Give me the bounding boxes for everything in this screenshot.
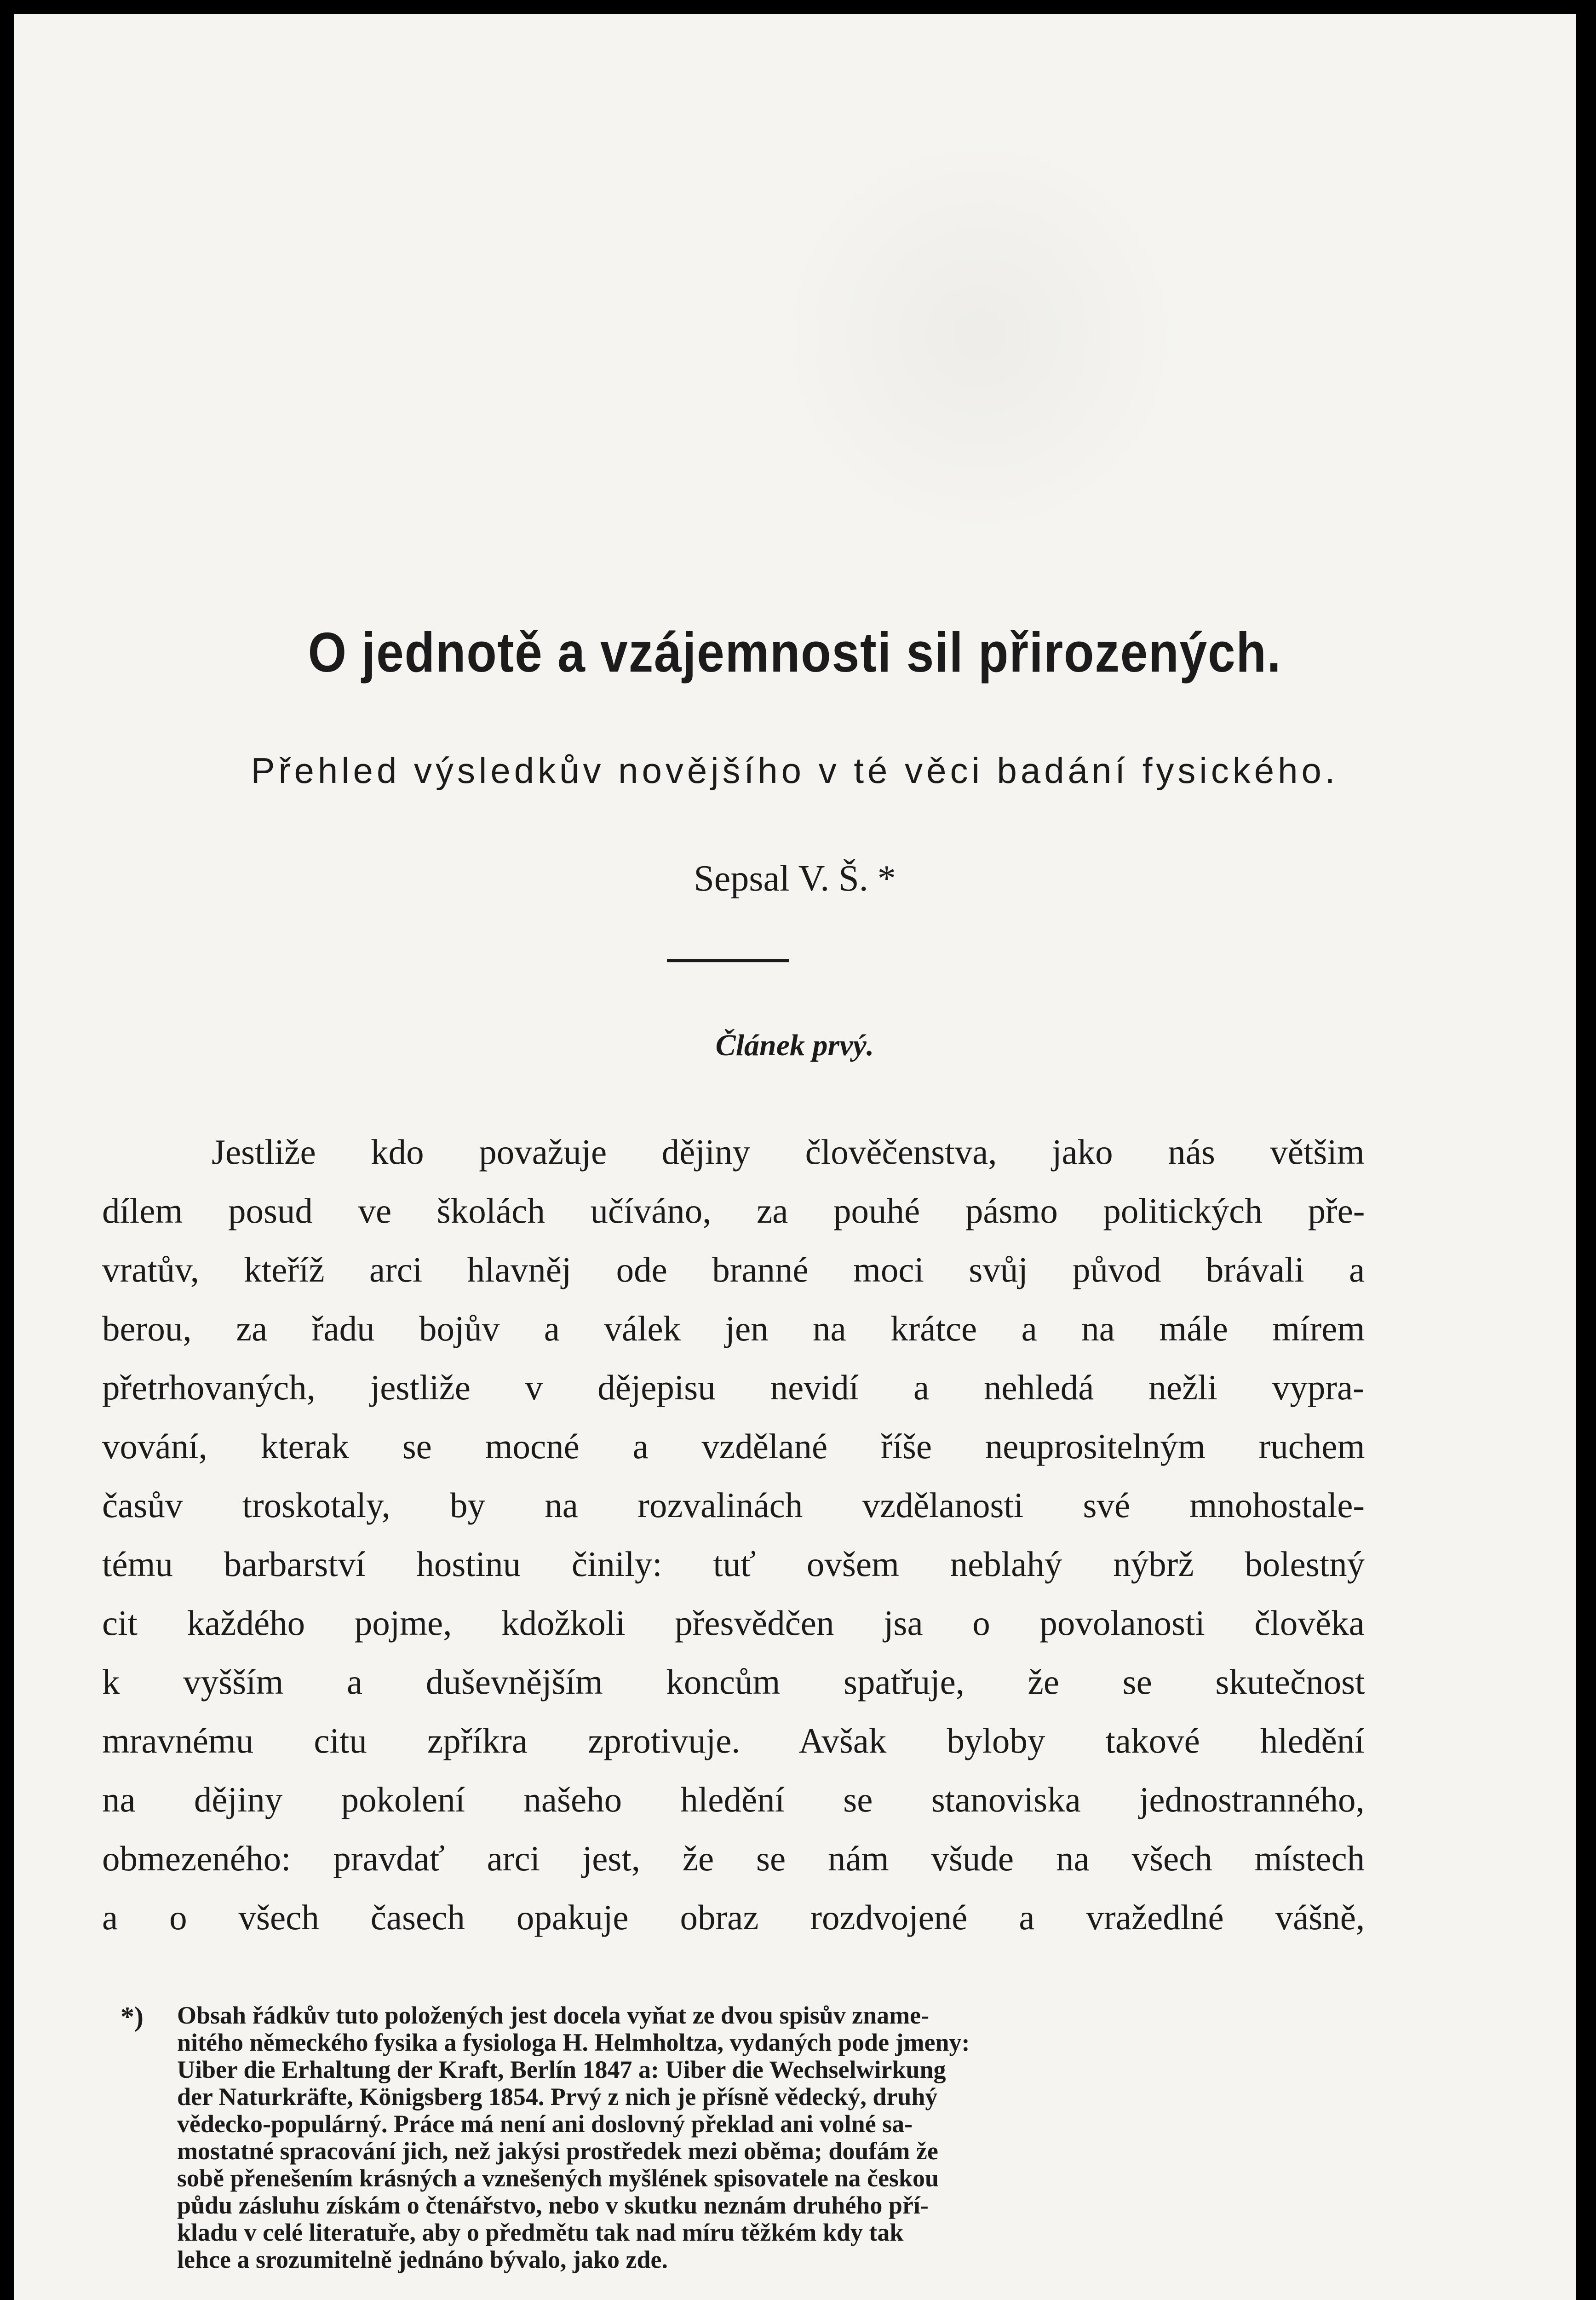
footnote-line: Uiber die Erhaltung der Kraft, Berlín 1847 a: Uiber die Wechselwirkung [177, 2056, 946, 2083]
footnote [177, 2002, 1364, 2273]
footnote-line: lehce a srozumitelně jednáno bývalo, jako zde. [177, 2246, 668, 2273]
subtitle: Přehled výsledkův novějšího v té věci badání fysického. [251, 750, 1339, 791]
page-title: O jednotě a vzájemnosti sil přirozených. [308, 621, 1282, 684]
document-page [14, 14, 1576, 2300]
body-line: časův troskotaly, by na rozvalinách vzdělanosti své mnohostale- [102, 1485, 1365, 1525]
footnote-line: kladu v celé literatuře, aby o předmětu tak nad míru těžkém kdy tak [177, 2219, 904, 2246]
body-line: Jestliže kdo považuje dějiny člověčenstva, jako nás většim [212, 1132, 1365, 1172]
body-line: vratův, kteříž arci hlavněj ode branné moci svůj původ brávali a [102, 1250, 1365, 1289]
paper-stain [773, 129, 1187, 543]
footnote-line: mostatné spracování jich, než jakýsi prostředek mezi oběma; doufám že [177, 2137, 938, 2165]
footnote-marker: *) [121, 2001, 144, 2032]
footnote-line: sobě přenešením krásných a vznešených myšlének spisovatele na českou [177, 2164, 939, 2192]
author-line: Sepsal V. Š. * [694, 858, 896, 899]
section-heading: Článek prvý. [715, 1029, 874, 1062]
body-paragraph [102, 1122, 1365, 1947]
body-line: přetrhovaných, jestliže v dějepisu nevidí a nehledá nežli vypra- [102, 1368, 1365, 1407]
footnote-line: nitého německého fysika a fysiologa H. Helmholtza, vydaných pode jmeny: [177, 2029, 970, 2056]
footnote-line: Obsah řádkův tuto položených jest docela vyňat ze dvou spisův zname- [177, 2001, 930, 2029]
body-line: tému barbarství hostinu činily: tuť ovšem neblahý nýbrž bolestný [102, 1544, 1365, 1584]
body-line: vování, kterak se mocné a vzdělané říše neuprositelným ruchem [102, 1426, 1365, 1466]
body-line: mravnému citu zpříkra zprotivuje. Avšak byloby takové hledění [102, 1721, 1365, 1760]
body-line: berou, za řadu bojův a válek jen na krátce a na mále mírem [102, 1309, 1365, 1348]
separator-rule [667, 959, 789, 962]
footnote-line: půdu zásluhu získám o čtenářstvo, nebo v skutku neznám druhého pří- [177, 2191, 929, 2219]
footnote-line: der Naturkräfte, Königsberg 1854. Prvý z nich je přísně vědecký, druhý [177, 2083, 938, 2110]
body-line: obmezeného: pravdať arci jest, že se nám všude na všech místech [102, 1839, 1365, 1878]
footnote-line: vědecko-populárný. Práce má není ani doslovný překlad ani volné sa- [177, 2110, 913, 2138]
body-line: dílem posud ve školách učíváno, za pouhé pásmo politických pře- [102, 1191, 1365, 1230]
body-line: na dějiny pokolení našeho hledění se stanoviska jednostranného, [102, 1780, 1365, 1819]
body-line: a o všech časech opakuje obraz rozdvojené a vražedlné vášně, [102, 1898, 1365, 1937]
body-line: k vyšším a duševnějším koncům spatřuje, že se skutečnost [102, 1662, 1365, 1702]
body-line: cit každého pojme, kdožkoli přesvědčen jsa o povolanosti člověka [102, 1603, 1365, 1643]
